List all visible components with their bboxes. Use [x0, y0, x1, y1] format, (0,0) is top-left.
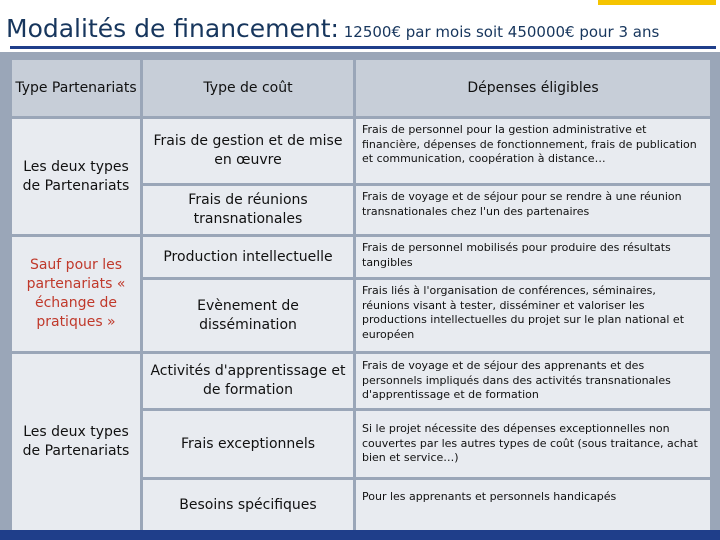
cost-type-intellectual-output: Production intellectuelle: [143, 237, 353, 277]
expenses-management: Frais de personnel pour la gestion administrative et financière, dépenses de fonctionnement, frais de publication et communication, coopération à distance…: [356, 119, 710, 183]
header-cost-type: Type de coût: [143, 60, 353, 116]
header-eligible-expenses: Dépenses éligibles: [356, 60, 710, 116]
cost-type-management: Frais de gestion et de mise en œuvre: [143, 119, 353, 183]
page-title: [6, 14, 659, 43]
partnership-group-both-1: Les deux types de Partenariats: [12, 119, 140, 234]
title-underline: [10, 46, 716, 49]
accent-bar: [598, 0, 716, 5]
header-partnership-type: Type Partenariats: [12, 60, 140, 116]
expenses-intellectual-output: Frais de personnel mobilisés pour produire des résultats tangibles: [356, 237, 710, 277]
cost-type-exceptional: Frais exceptionnels: [143, 411, 353, 477]
expenses-meetings: Frais de voyage et de séjour pour se rendre à une réunion transnationales chez l'un des partenaires: [356, 186, 710, 234]
cost-type-special-needs: Besoins spécifiques: [143, 480, 353, 530]
partnership-group-except-exchange: Sauf pour les partenariats « échange de pratiques »: [12, 237, 140, 351]
expenses-exceptional: Si le projet nécessite des dépenses exceptionnelles non couvertes par les autres types de coût (sous traitance, achat bien et service…): [356, 411, 710, 477]
title-main: Modalités de financement:: [6, 14, 339, 43]
financing-table: [0, 52, 720, 538]
cost-type-dissemination: Evènement de dissémination: [143, 280, 353, 351]
expenses-learning-activities: Frais de voyage et de séjour des apprenants et des personnels impliqués dans des activités transnationales d'apprentissage et de formation: [356, 354, 710, 408]
cost-type-learning-activities: Activités d'apprentissage et de formation: [143, 354, 353, 408]
cost-type-meetings: Frais de réunions transnationales: [143, 186, 353, 234]
expenses-special-needs: Pour les apprenants et personnels handicapés: [356, 480, 710, 530]
footer-bar: [0, 530, 720, 540]
title-subtitle: 12500€ par mois soit 450000€ pour 3 ans: [338, 23, 660, 41]
expenses-dissemination: Frais liés à l'organisation de conférences, séminaires, réunions visant à tester, disséminer et valoriser les productions intellectuelles du projet sur le plan national et européen: [356, 280, 710, 351]
partnership-group-both-2: Les deux types de Partenariats: [12, 354, 140, 530]
